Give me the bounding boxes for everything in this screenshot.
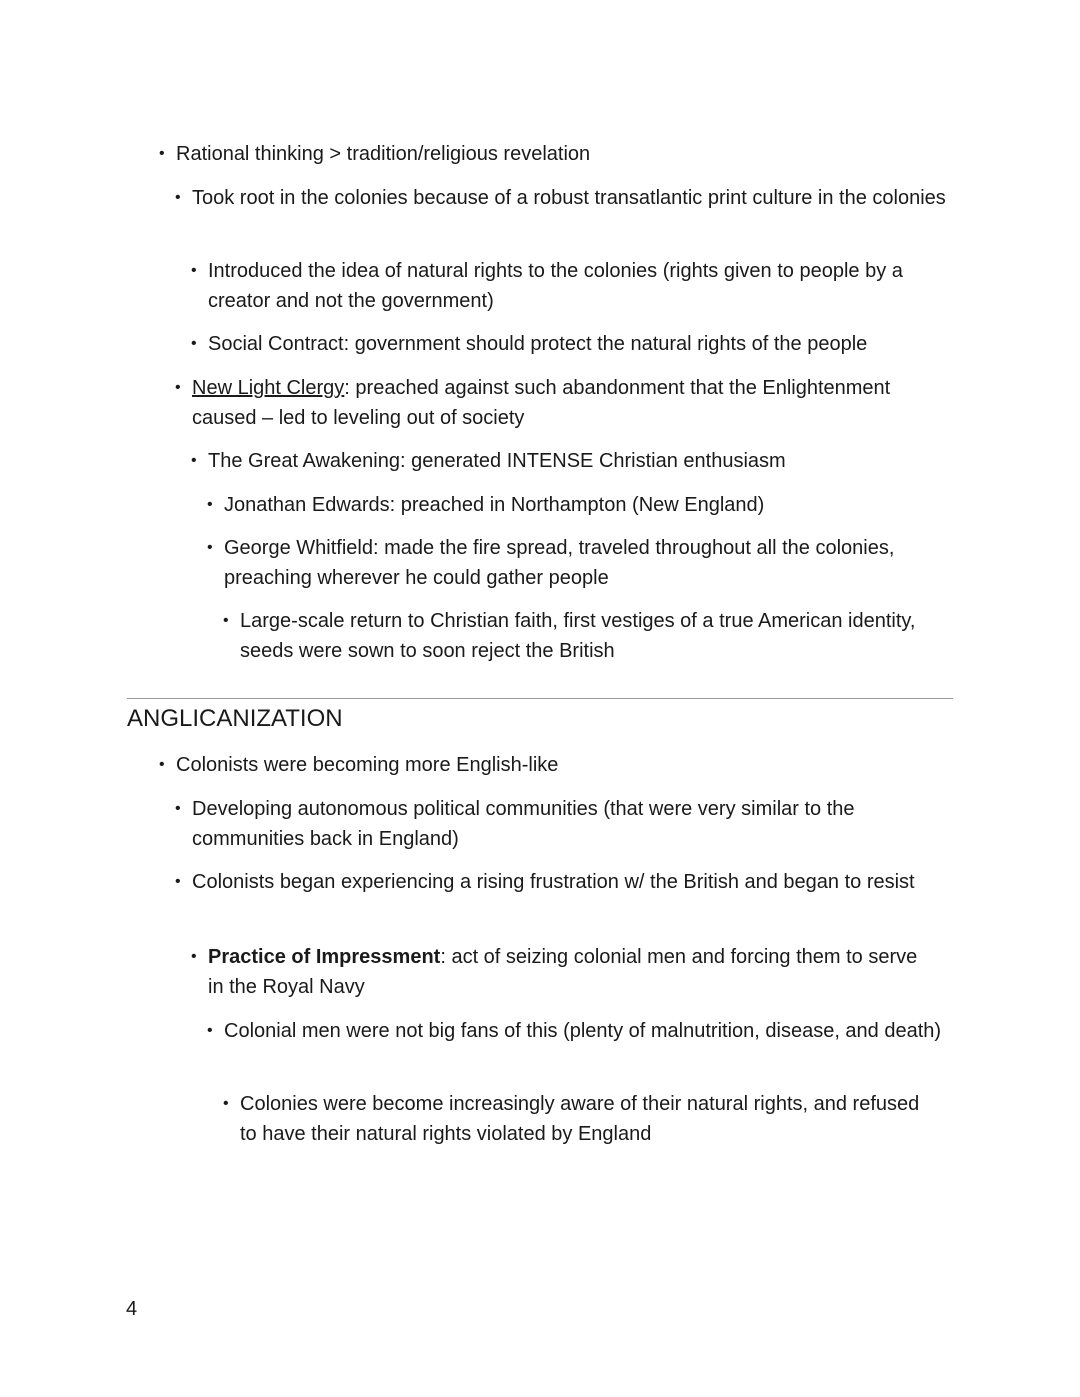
bullet-icon: • bbox=[223, 612, 229, 629]
list-item: • Jonathan Edwards: preached in Northampton (New England) bbox=[224, 490, 954, 520]
list-item: • Developing autonomous political communities (that were very similar to the communities back in England) bbox=[192, 794, 932, 854]
bullet-icon: • bbox=[223, 1095, 229, 1112]
bullet-icon: • bbox=[191, 262, 197, 279]
section-heading: ANGLICANIZATION bbox=[127, 705, 343, 732]
list-item: • New Light Clergy: preached against such abandonment that the Enlightenment caused – led to leveling out of society bbox=[192, 373, 952, 433]
bullet-icon: • bbox=[159, 145, 165, 162]
bullet-icon: • bbox=[207, 1022, 213, 1039]
list-item: • Colonists were becoming more English-like bbox=[176, 750, 956, 780]
list-item: • George Whitfield: made the fire spread, traveled throughout all the colonies, preaching wherever he could gather people bbox=[224, 533, 954, 593]
bullet-icon: • bbox=[191, 948, 197, 965]
bullet-icon: • bbox=[175, 873, 181, 890]
list-item: • Social Contract: government should protect the natural rights of the people bbox=[208, 329, 953, 359]
term-new-light-clergy: New Light Clergy bbox=[192, 377, 345, 399]
bullet-icon: • bbox=[207, 539, 213, 556]
list-item: • Introduced the idea of natural rights to the colonies (rights given to people by a creator and not the government) bbox=[208, 256, 953, 316]
list-item: • Practice of Impressment: act of seizing colonial men and forcing them to serve in the Royal Navy bbox=[208, 942, 933, 1002]
list-item: • Rational thinking > tradition/religious revelation bbox=[176, 139, 956, 169]
term-practice-of-impressment: Practice of Impressment bbox=[208, 946, 441, 968]
list-item: • Colonies were become increasingly aware of their natural rights, and refused to have their natural rights violated by England bbox=[240, 1089, 930, 1149]
section-divider bbox=[127, 698, 953, 699]
page-number: 4 bbox=[126, 1298, 138, 1320]
list-item: • Took root in the colonies because of a robust transatlantic print culture in the colonies bbox=[192, 183, 952, 213]
bullet-icon: • bbox=[191, 452, 197, 469]
bullet-icon: • bbox=[175, 800, 181, 817]
bullet-icon: • bbox=[175, 189, 181, 206]
list-item: • The Great Awakening: generated INTENSE Christian enthusiasm bbox=[208, 446, 953, 476]
list-item: • Large-scale return to Christian faith, first vestiges of a true American identity, seeds were sown to soon reject the British bbox=[240, 606, 930, 666]
bullet-icon: • bbox=[175, 379, 181, 396]
list-item: • Colonial men were not big fans of this (plenty of malnutrition, disease, and death) bbox=[224, 1016, 944, 1046]
bullet-icon: • bbox=[207, 496, 213, 513]
list-item: • Colonists began experiencing a rising frustration w/ the British and began to resist bbox=[192, 867, 932, 897]
bullet-icon: • bbox=[159, 756, 165, 773]
bullet-icon: • bbox=[191, 335, 197, 352]
